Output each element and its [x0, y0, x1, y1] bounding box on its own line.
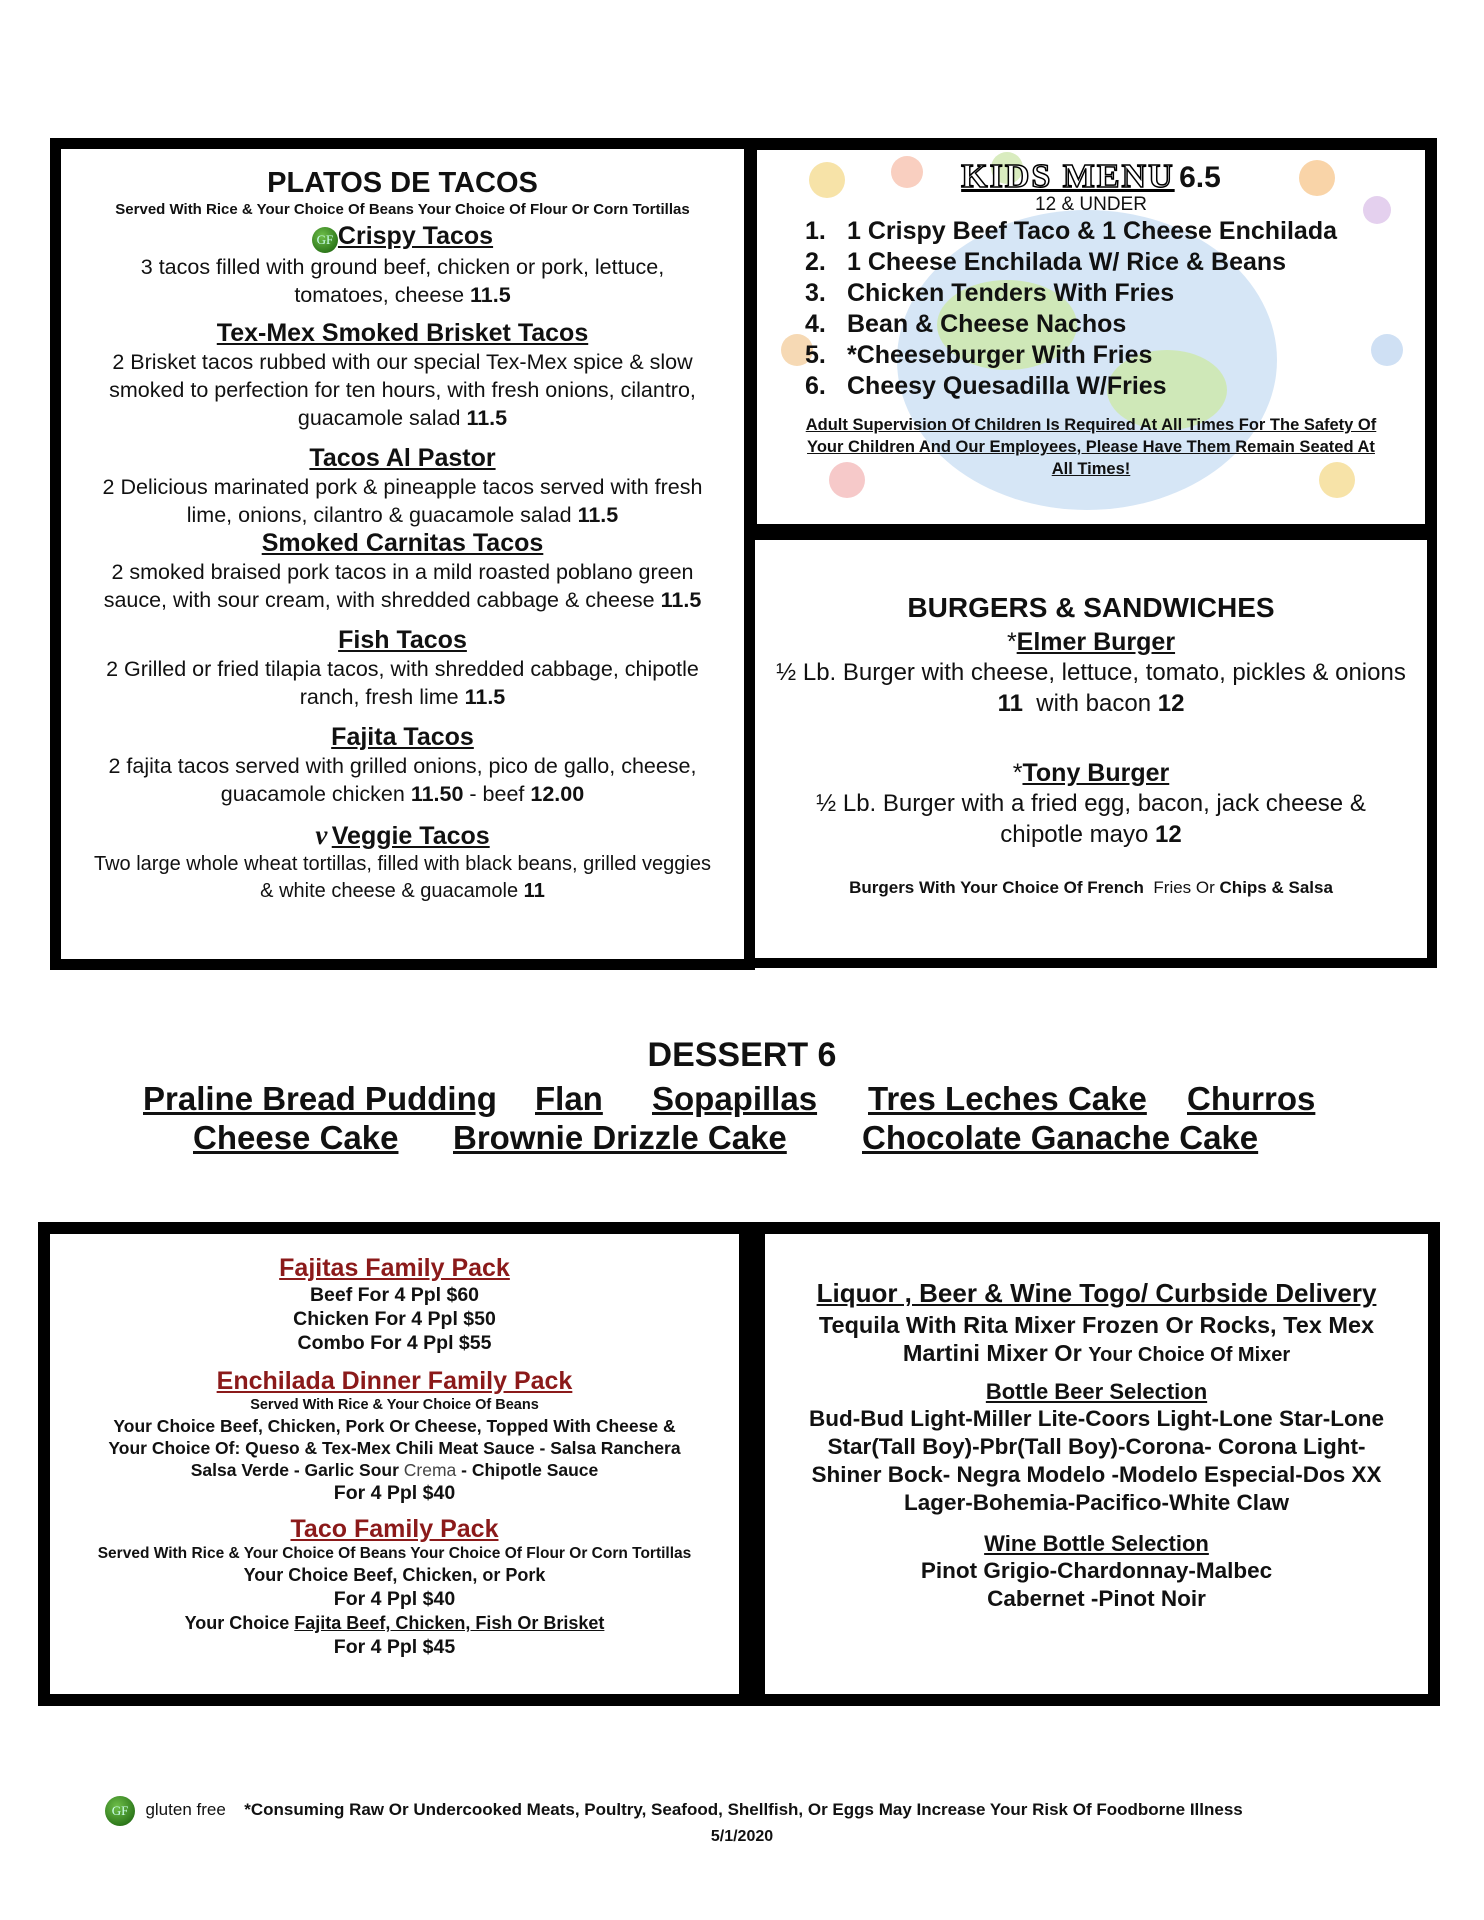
liquor-panel [751, 1222, 1440, 1706]
burgers-side-note: Burgers With Your Choice Of French Fries Or Chips & Salsa [849, 878, 1333, 897]
item-desc: ½ Lb. Burger with a fried egg, bacon, jack cheese & chipotle mayo 12 [816, 790, 1366, 848]
item-name: Smoked Carnitas Tacos [261, 528, 544, 557]
wine-line: Pinot Grigio-Chardonnay-Malbec [920, 1558, 1273, 1583]
wine-line: Cabernet -Pinot Noir [987, 1586, 1206, 1611]
food-safety-warning: *Consuming Raw Or Undercooked Meats, Poultry, Seafood, Shellfish, Or Eggs May Increase Your Risk Of Foodborne Illness [244, 1800, 1243, 1820]
list-item: 1. 1 Crispy Beef Taco & 1 Cheese Enchilada [805, 217, 1338, 245]
kids-price: 6.5 [1179, 161, 1221, 194]
taco-family-title: Taco Family Pack [290, 1515, 499, 1543]
enchilada-line: Your Choice Of: Queso & Tex-Mex Chili Meat Sauce - Salsa Ranchera [108, 1438, 681, 1458]
veggie-icon: v [315, 819, 328, 850]
beer-line: Lager-Bohemia-Pacifico-White Claw [903, 1490, 1290, 1515]
burgers-panel [745, 530, 1437, 968]
gluten-free-icon: GF [312, 227, 338, 253]
beer-line: Bud-Bud Light-Miller Lite-Coors Light-Lone Star-Lone [809, 1406, 1384, 1431]
dessert-item: Tres Leches Cake [868, 1080, 1147, 1117]
price-line: For 4 Ppl $40 [333, 1482, 456, 1504]
dessert-item: Praline Bread Pudding [143, 1080, 497, 1117]
taco-family-line: Your Choice Beef, Chicken, or Pork [243, 1565, 546, 1585]
list-item: 5. *Cheeseburger With Fries [805, 341, 1153, 369]
item-desc: Two large whole wheat tortillas, filled with black beans, grilled veggies & white cheese & guacamole 11 [94, 852, 711, 902]
tacos-title: PLATOS DE TACOS [267, 167, 538, 199]
item-desc: 2 Delicious marinated pork & pineapple tacos served with fresh lime, onions, cilantro & guacamole salad 11.5 [102, 474, 703, 527]
tacos-subtitle: Served With Rice & Your Choice Of Beans Your Choice Of Flour Or Corn Tortillas [115, 201, 690, 218]
item-desc: 2 Grilled or fried tilapia tacos, with shredded cabbage, chipotle ranch, fresh lime 11.5 [106, 656, 699, 709]
taco-family-line: Your Choice Fajita Beef, Chicken, Fish Or Brisket [184, 1613, 605, 1633]
burger-heading: *Elmer Burger [1006, 628, 1176, 656]
wine-title: Wine Bottle Selection [984, 1531, 1209, 1556]
enchilada-subtitle: Served With Rice & Your Choice Of Beans [250, 1397, 539, 1413]
enchilada-line: Your Choice Beef, Chicken, Pork Or Cheese, Topped With Cheese & [113, 1416, 676, 1436]
liquor-line: Tequila With Rita Mixer Frozen Or Rocks, Tex Mex [818, 1312, 1375, 1338]
kids-supervision-note: Adult Supervision Of Children Is Required At All Times For The Safety Of Your Children And Our Employees, Please Have Them Remain Seated At All Times! [805, 416, 1377, 478]
family-packs-panel [38, 1222, 751, 1706]
item-name: Tacos Al Pastor [309, 443, 496, 472]
item-name: Fajita Tacos [331, 722, 474, 751]
kids-title: KIDS MENU [961, 158, 1175, 195]
enchilada-line: Salsa Verde - Garlic Sour Crema - Chipotle Sauce [190, 1460, 599, 1480]
kids-list [805, 216, 1425, 402]
tacos-panel [50, 138, 755, 970]
price-line: For 4 Ppl $45 [333, 1636, 456, 1658]
item-name: Crispy Tacos [337, 222, 494, 250]
liquor-line: Martini Mixer Or Your Choice Of Mixer [902, 1340, 1291, 1366]
list-item: 3. Chicken Tenders With Fries [805, 279, 1175, 307]
beer-title: Bottle Beer Selection [985, 1379, 1208, 1404]
footer [105, 1796, 1405, 1826]
dessert-item: Chocolate Ganache Cake [862, 1119, 1259, 1156]
dessert-item: Flan [535, 1080, 603, 1117]
dessert-title: DESSERT 6 [647, 1036, 837, 1074]
list-item: 4. Bean & Cheese Nachos [805, 310, 1127, 338]
dessert-item: Cheese Cake [193, 1119, 399, 1156]
liquor-title: Liquor , Beer & Wine Togo/ Curbside Delivery [816, 1278, 1377, 1308]
item-name: Fish Tacos [338, 625, 467, 654]
item-desc: 3 tacos filled with ground beef, chicken or pork, lettuce, tomatoes, cheese 11.5 [140, 254, 665, 307]
kids-panel [745, 138, 1437, 536]
price-line: Beef For 4 Ppl $60 [309, 1284, 480, 1306]
dessert-item: Churros [1187, 1080, 1316, 1117]
beer-line: Star(Tall Boy)-Pbr(Tall Boy)-Corona- Corona Light- [827, 1434, 1366, 1459]
gluten-free-icon: GF [105, 1796, 135, 1826]
item-desc: 2 Brisket tacos rubbed with our special Tex-Mex spice & slow smoked to perfection for ten hours, with fresh onions, cilantro, guacamole salad 11.5 [109, 349, 696, 430]
item-desc: ½ Lb. Burger with cheese, lettuce, tomato, pickles & onions 11 with bacon 12 [776, 659, 1406, 717]
price-line: For 4 Ppl $40 [333, 1588, 456, 1610]
gluten-free-label: gluten free [145, 1800, 226, 1820]
dessert-item: Sopapillas [652, 1080, 818, 1117]
item-desc: 2 smoked braised pork tacos in a mild roasted poblano green sauce, with sour cream, with shredded cabbage & cheese 11.5 [103, 559, 702, 612]
price-line: Combo For 4 Ppl $55 [297, 1332, 492, 1354]
list-item: 2. 1 Cheese Enchilada W/ Rice & Beans [805, 248, 1287, 276]
burger-heading: *Tony Burger [1012, 759, 1170, 787]
enchilada-family-title: Enchilada Dinner Family Pack [216, 1367, 573, 1395]
taco-family-subtitle: Served With Rice & Your Choice Of Beans Your Choice Of Flour Or Corn Tortillas [97, 1545, 692, 1562]
dessert-item: Brownie Drizzle Cake [453, 1119, 787, 1156]
item-name: Veggie Tacos [331, 821, 490, 850]
burgers-title: BURGERS & SANDWICHES [907, 592, 1275, 623]
fajitas-family-title: Fajitas Family Pack [279, 1254, 510, 1282]
item-name: Tex-Mex Smoked Brisket Tacos [216, 318, 589, 347]
menu-date: 5/1/2020 [710, 1828, 774, 1845]
price-line: Chicken For 4 Ppl $50 [293, 1308, 496, 1330]
list-item: 6. Cheesy Quesadilla W/Fries [805, 372, 1167, 400]
beer-line: Shiner Bock- Negra Modelo -Modelo Especial-Dos XX [811, 1462, 1382, 1487]
item-desc: 2 fajita tacos served with grilled onions, pico de gallo, cheese, guacamole chicken 11.50 - beef 12.00 [108, 753, 697, 806]
kids-age: 12 & UNDER [1035, 194, 1147, 215]
